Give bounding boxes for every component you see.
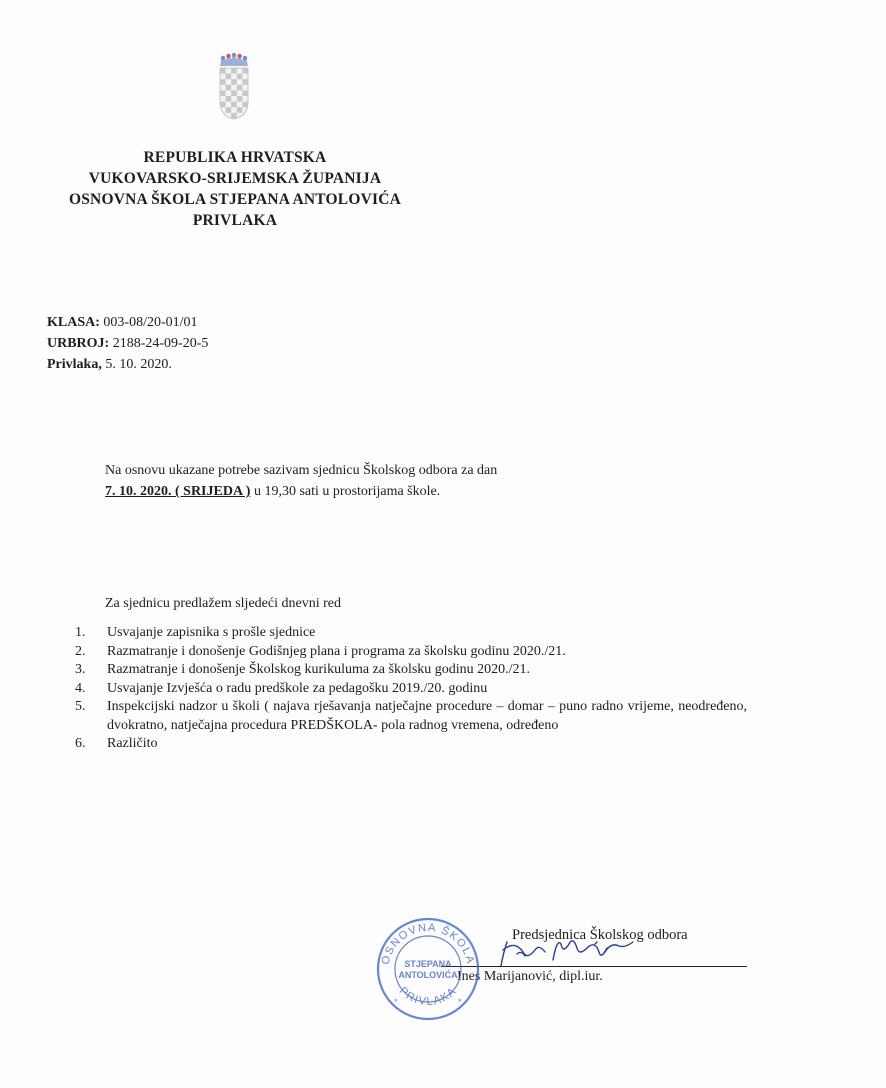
place-date: 5. 10. 2020.: [105, 357, 172, 372]
urbroj-label: URBROJ:: [47, 336, 110, 351]
list-item-number: 5.: [75, 699, 86, 714]
list-item-text: Različito: [107, 736, 158, 751]
svg-text:*: *: [458, 997, 462, 1007]
meeting-time-place: u 19,30 sati u prostorijama škole.: [250, 484, 441, 499]
agenda-intro: Za sjednicu predlažem sljedeći dnevni red: [105, 596, 341, 611]
list-item: [75, 680, 795, 699]
intro-paragraph: [105, 460, 497, 502]
place-label: Privlaka,: [47, 357, 102, 372]
signatory-name: Ines Marijanović, dipl.iur.: [457, 969, 603, 984]
list-item-text: Razmatranje i donošenje Godišnjeg plana i programa za školsku godinu 2020./21.: [107, 643, 566, 659]
stamp-top-text: OSNOVNA ŠKOLA: [379, 921, 477, 966]
svg-text:*: *: [394, 997, 398, 1007]
document-header: [20, 147, 450, 231]
header-country: REPUBLIKA HRVATSKA: [143, 149, 327, 166]
agenda-list: [75, 624, 795, 754]
list-item: [75, 661, 795, 680]
signatory-title: Predsjednica Školskog odbora: [512, 927, 688, 943]
list-item-number: 2.: [75, 643, 86, 659]
document-metadata: [47, 312, 208, 375]
urbroj-row: [47, 333, 208, 354]
urbroj-value: 2188-24-09-20-5: [112, 336, 209, 351]
intro-line-2: [105, 481, 497, 502]
list-item: [75, 735, 795, 754]
header-school: OSNOVNA ŠKOLA STJEPANA ANTOLOVIĆA: [68, 191, 402, 208]
intro-line-1: Na osnovu ukazane potrebe sazivam sjednicu Školskog odbora za dan: [105, 463, 498, 478]
list-item: [75, 698, 795, 735]
list-item-number: 6.: [75, 736, 86, 751]
meeting-date: 7. 10. 2020. ( SRIJEDA ): [105, 484, 251, 499]
klasa-row: [47, 312, 208, 333]
header-county: VUKOVARSKO-SRIJEMSKA ŽUPANIJA: [88, 170, 382, 187]
list-item-text: Razmatranje i donošenje Školskog kurikuluma za školsku godinu 2020./21.: [107, 662, 531, 677]
list-item-number: 4.: [75, 680, 86, 696]
list-item-text: Usvajanje zapisnika s prošle sjednice: [107, 625, 316, 640]
header-place: PRIVLAKA: [192, 212, 278, 229]
list-item: [75, 643, 795, 662]
stamp-middle-line-1: STJEPANA: [404, 959, 452, 969]
list-item-text: Usvajanje Izvješća o radu predškole za pedagošku 2019./20. godinu: [107, 680, 488, 696]
stamp-middle-line-2: ANTOLOVIĆA: [398, 970, 458, 980]
klasa-value: 003-08/20-01/01: [103, 315, 198, 330]
list-item-number: 3.: [75, 662, 86, 677]
stamp-bottom-text: PRIVLAKA: [396, 984, 460, 1009]
klasa-label: KLASA:: [47, 315, 100, 330]
list-item: [75, 624, 795, 643]
official-stamp-icon: [374, 915, 482, 1023]
croatian-coat-of-arms-icon: [219, 52, 249, 120]
place-date-row: [47, 354, 208, 375]
list-item-number: 1.: [75, 625, 86, 640]
svg-text:PRIVLAKA: [397, 985, 460, 1008]
list-item-text: Inspekcijski nadzor u školi ( najava rješavanja natječajne procedure – domar – puno radno vrijeme, neodređeno, dvokratno, natječajna procedura PREDŠKOLA- pola radnog vremena, određeno: [107, 699, 747, 733]
